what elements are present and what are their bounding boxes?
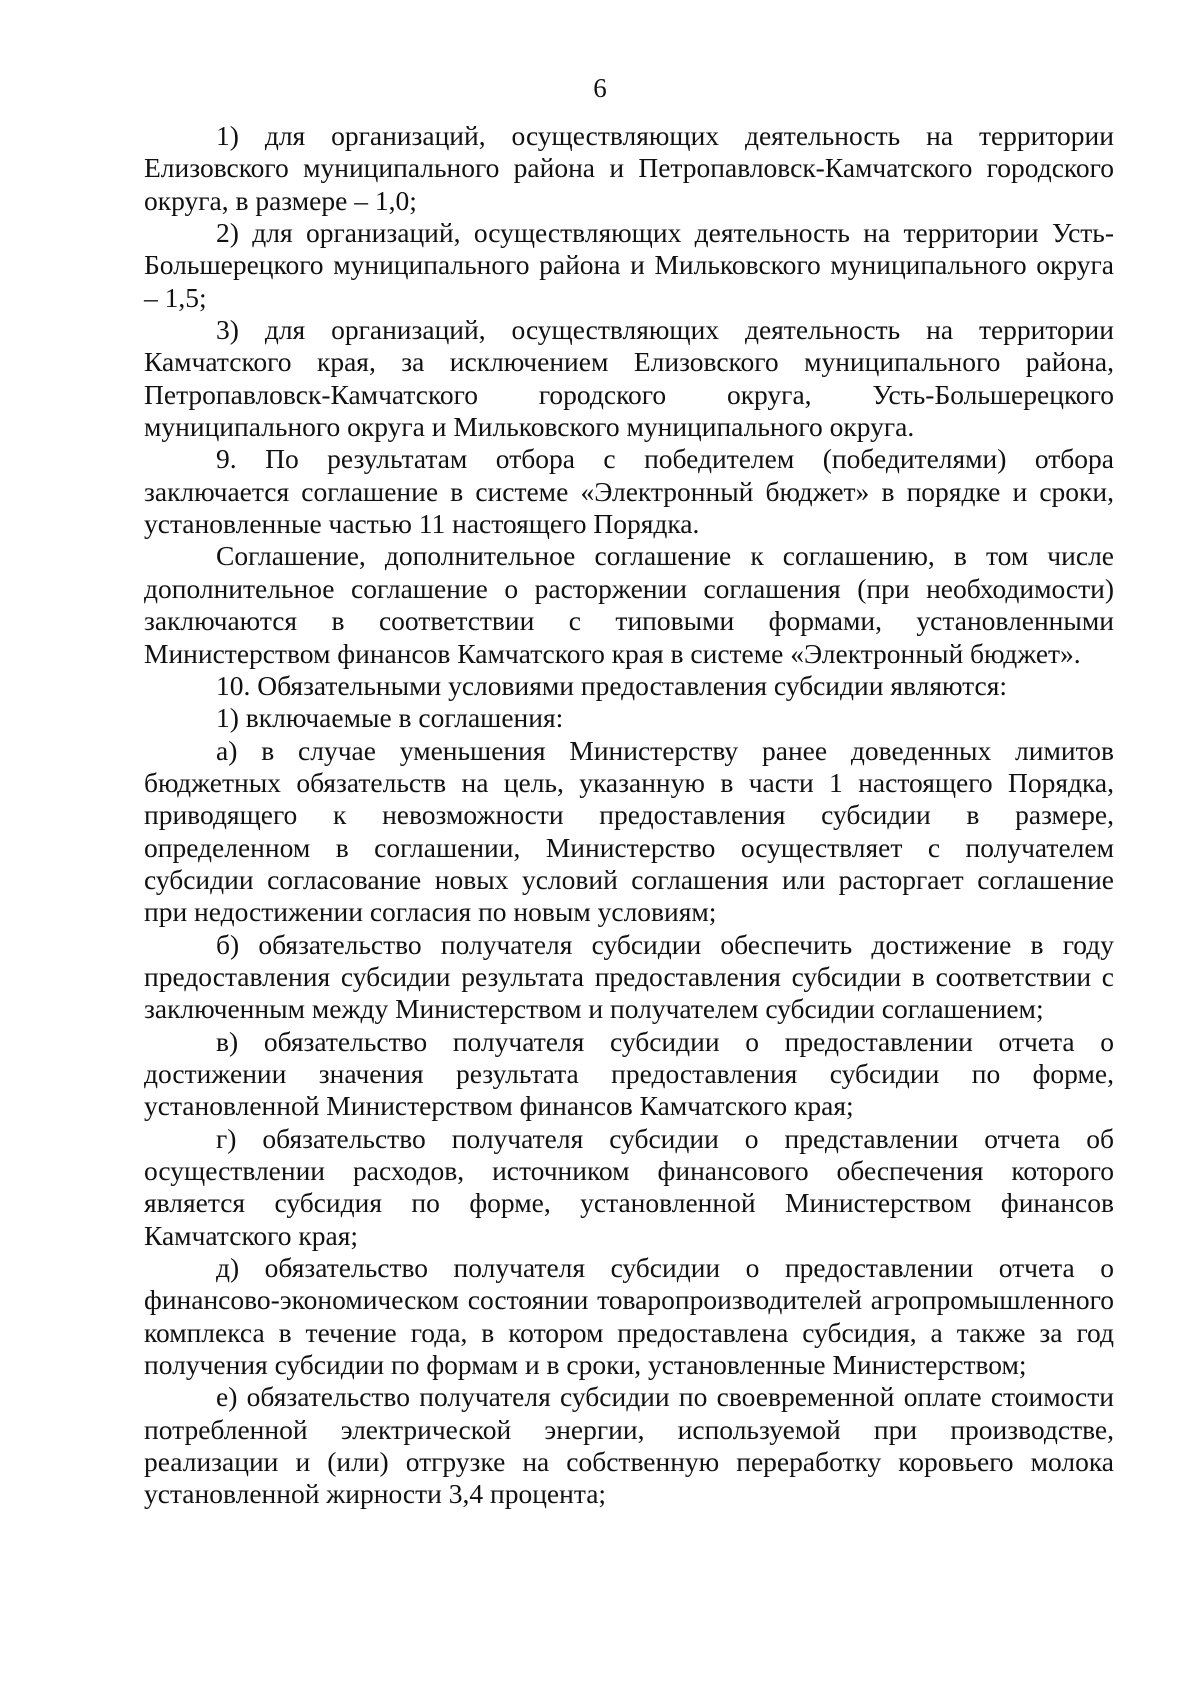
paragraph-clause-9: 9. По результатам отбора с победителем (победителями) отбора заключается соглашение в системе «Электронный бюджет» в порядке и сроки, установленные частью 11 настоящего Порядка. <box>144 443 1114 540</box>
paragraph-included-terms: 1) включаемые в соглашения: <box>216 702 564 734</box>
document-body <box>144 120 1114 1511</box>
paragraph-subitem-e: е) обязательство получателя субсидии по своевременной оплате стоимости потребленной электрической энергии, используемой при производстве, реализации и (или) отгрузке на собственную переработку коровьего молока установленной жирности 3,4 процента; <box>144 1381 1114 1510</box>
paragraph-subitem-a: а) в случае уменьшения Министерству ранее доведенных лимитов бюджетных обязательств на цель, указанную в части 1 настоящего Порядка, приводящего к невозможности предоставления субсидии в размере, определенном в соглашении, Министерство осуществляет с получателем субсидии согласование новых условий соглашения или расторгает соглашение при недостижении согласия по новым условиям; <box>144 734 1114 928</box>
paragraph-item-3: 3) для организаций, осуществляющих деятельность на территории Камчатского края, за исключением Елизовского муниципального района, Петропавловск-Камчатского городского округа, Усть-Большерецкого муниципального округа и Мильковского муниципального округа. <box>144 314 1114 443</box>
paragraph-subitem-d: д) обязательство получателя субсидии о предоставлении отчета о финансово-экономическом состоянии товаропроизводителей агропромышленного комплекса в течение года, в котором предоставлена субсидия, а также за год получения субсидии по формам и в сроки, установленные Министерством; <box>144 1252 1114 1381</box>
paragraph-item-1: 1) для организаций, осуществляющих деятельность на территории Елизовского муниципального района и Петропавловск-Камчатского городского округа, в размере – 1,0; <box>144 120 1114 216</box>
paragraph-item-2: 2) для организаций, осуществляющих деятельность на территории Усть-Большерецкого муниципального района и Мильковского муниципального округа – 1,5; <box>144 217 1114 313</box>
paragraph-agreement-forms: Соглашение, дополнительное соглашение к соглашению, в том числе дополнительное соглашение о расторжении соглашения (при необходимости) заключаются в соответствии с типовыми формами, установленными Министерством финансов Камчатского края в системе «Электронный бюджет». <box>144 540 1114 669</box>
paragraph-subitem-g: г) обязательство получателя субсидии о представлении отчета об осуществлении расходов, источником финансового обеспечения которого является субсидия по форме, установленной Министерством финансов Камчатского края; <box>144 1122 1114 1251</box>
paragraph-subitem-b: б) обязательство получателя субсидии обеспечить достижение в году предоставления субсидии результата предоставления субсидии в соответствии с заключенным между Министерством и получателем субсидии соглашением; <box>144 928 1114 1025</box>
paragraph-subitem-v: в) обязательство получателя субсидии о предоставлении отчета о достижении значения результата предоставления субсидии по форме, установленной Министерством финансов Камчатского края; <box>144 1025 1114 1122</box>
page-number: 6 <box>593 73 607 103</box>
paragraph-clause-10: 10. Обязательными условиями предоставления субсидии являются: <box>216 669 1008 701</box>
